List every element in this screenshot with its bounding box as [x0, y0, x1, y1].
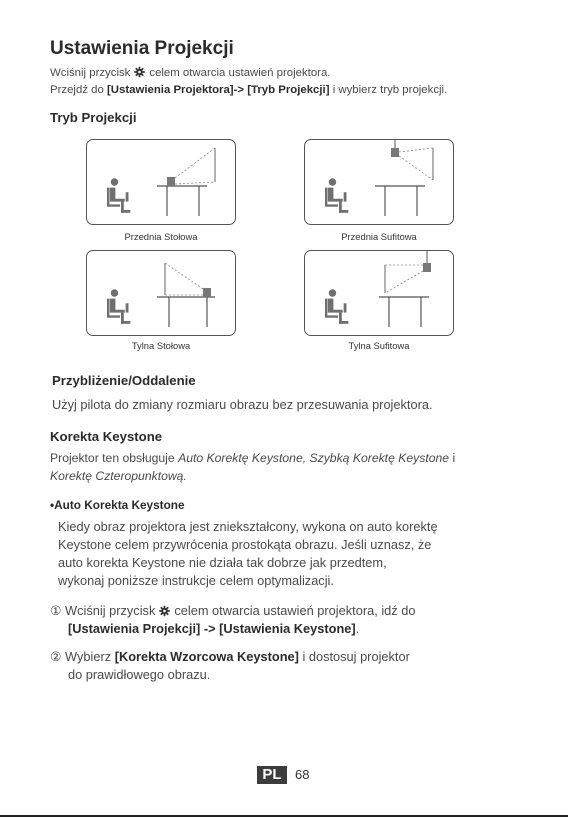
step-text: Wybierz [65, 649, 112, 664]
intro-line-2 [50, 84, 447, 96]
intro-line-1 [50, 66, 330, 79]
step-2 [50, 649, 410, 665]
menu-option: [Korekta Wzorcowa Keystone] [114, 649, 299, 664]
mode-caption: Tylna Sufitowa [348, 340, 410, 351]
gear-icon [158, 605, 171, 617]
keystone-line-2: Korektę Czteropunktową. [50, 469, 187, 483]
keystone-text: i [452, 451, 456, 465]
page-title: Ustawienia Projekcji [50, 38, 234, 59]
gear-icon [133, 66, 146, 78]
auto-keystone-line: Kiedy obraz projektora jest zniekształcony, wykona on auto korektę [58, 519, 438, 534]
zoom-text: Użyj pilota do zmiany rozmiaru obrazu bez przesuwania projektora. [52, 397, 433, 412]
step-text: celem otwarcia ustawień projektora, idź do [174, 603, 416, 618]
menu-path: [Ustawienia Projektora]-> [Tryb Projekcji] [107, 84, 330, 96]
auto-keystone-line: auto korekta Keystone nie działa tak dobrze jak przedtem, [58, 555, 387, 570]
mode-caption: Przednia Sufitowa [341, 231, 417, 242]
keystone-text: Projektor ten obsługuje [50, 451, 175, 465]
auto-keystone-line: wykonaj poniższe instrukcje celem optymalizacji. [58, 573, 334, 588]
intro-text: i wybierz tryb projekcji. [332, 84, 448, 96]
mode-caption: Przednia Stołowa [124, 231, 198, 242]
menu-path: [Ustawienia Projekcji] -> [Ustawienia Keystone] [68, 621, 356, 636]
step-text: i dostosuj projektor [302, 649, 410, 664]
mode-rear-table-diagram [86, 250, 236, 336]
step-number: ② [50, 650, 62, 665]
step-1 [50, 603, 415, 619]
step-text: . [355, 621, 360, 636]
mode-front-ceiling-diagram [304, 139, 454, 225]
intro-text: Przejdź do [50, 84, 104, 96]
step-1-line-2 [68, 621, 359, 636]
intro-text: Wciśnij przycisk [50, 67, 131, 79]
page-number: 68 [295, 767, 310, 782]
person-icon [107, 178, 130, 213]
mode-rear-ceiling-diagram [304, 250, 454, 336]
auto-keystone-line: Keystone celem przywrócenia prostokąta obrazu. Jeśli uznasz, że [58, 537, 432, 552]
keystone-heading: Korekta Keystone [50, 429, 163, 444]
keystone-line-1 [50, 451, 455, 465]
step-text: Wciśnij przycisk [65, 603, 156, 618]
step-2-line-2: do prawidłowego obrazu. [68, 667, 211, 682]
bottom-divider [0, 815, 568, 817]
zoom-heading: Przybliżenie/Oddalenie [52, 373, 196, 388]
person-icon [325, 178, 348, 213]
projector-icon [203, 288, 211, 297]
keystone-modes: Auto Korektę Keystone, Szybką Korektę Keystone [178, 451, 450, 465]
intro-text: celem otwarcia ustawień projektora. [149, 67, 331, 79]
projector-icon [391, 148, 399, 157]
person-icon [325, 289, 348, 324]
language-badge: PL [257, 766, 287, 784]
step-number: ① [50, 604, 62, 619]
mode-caption: Tylna Stołowa [131, 340, 191, 351]
projector-icon [167, 177, 175, 186]
person-icon [107, 289, 130, 324]
mode-heading: Tryb Projekcji [50, 110, 137, 125]
mode-front-table-diagram [86, 139, 236, 225]
projector-icon [423, 263, 431, 272]
auto-keystone-heading: •Auto Korekta Keystone [50, 498, 185, 512]
